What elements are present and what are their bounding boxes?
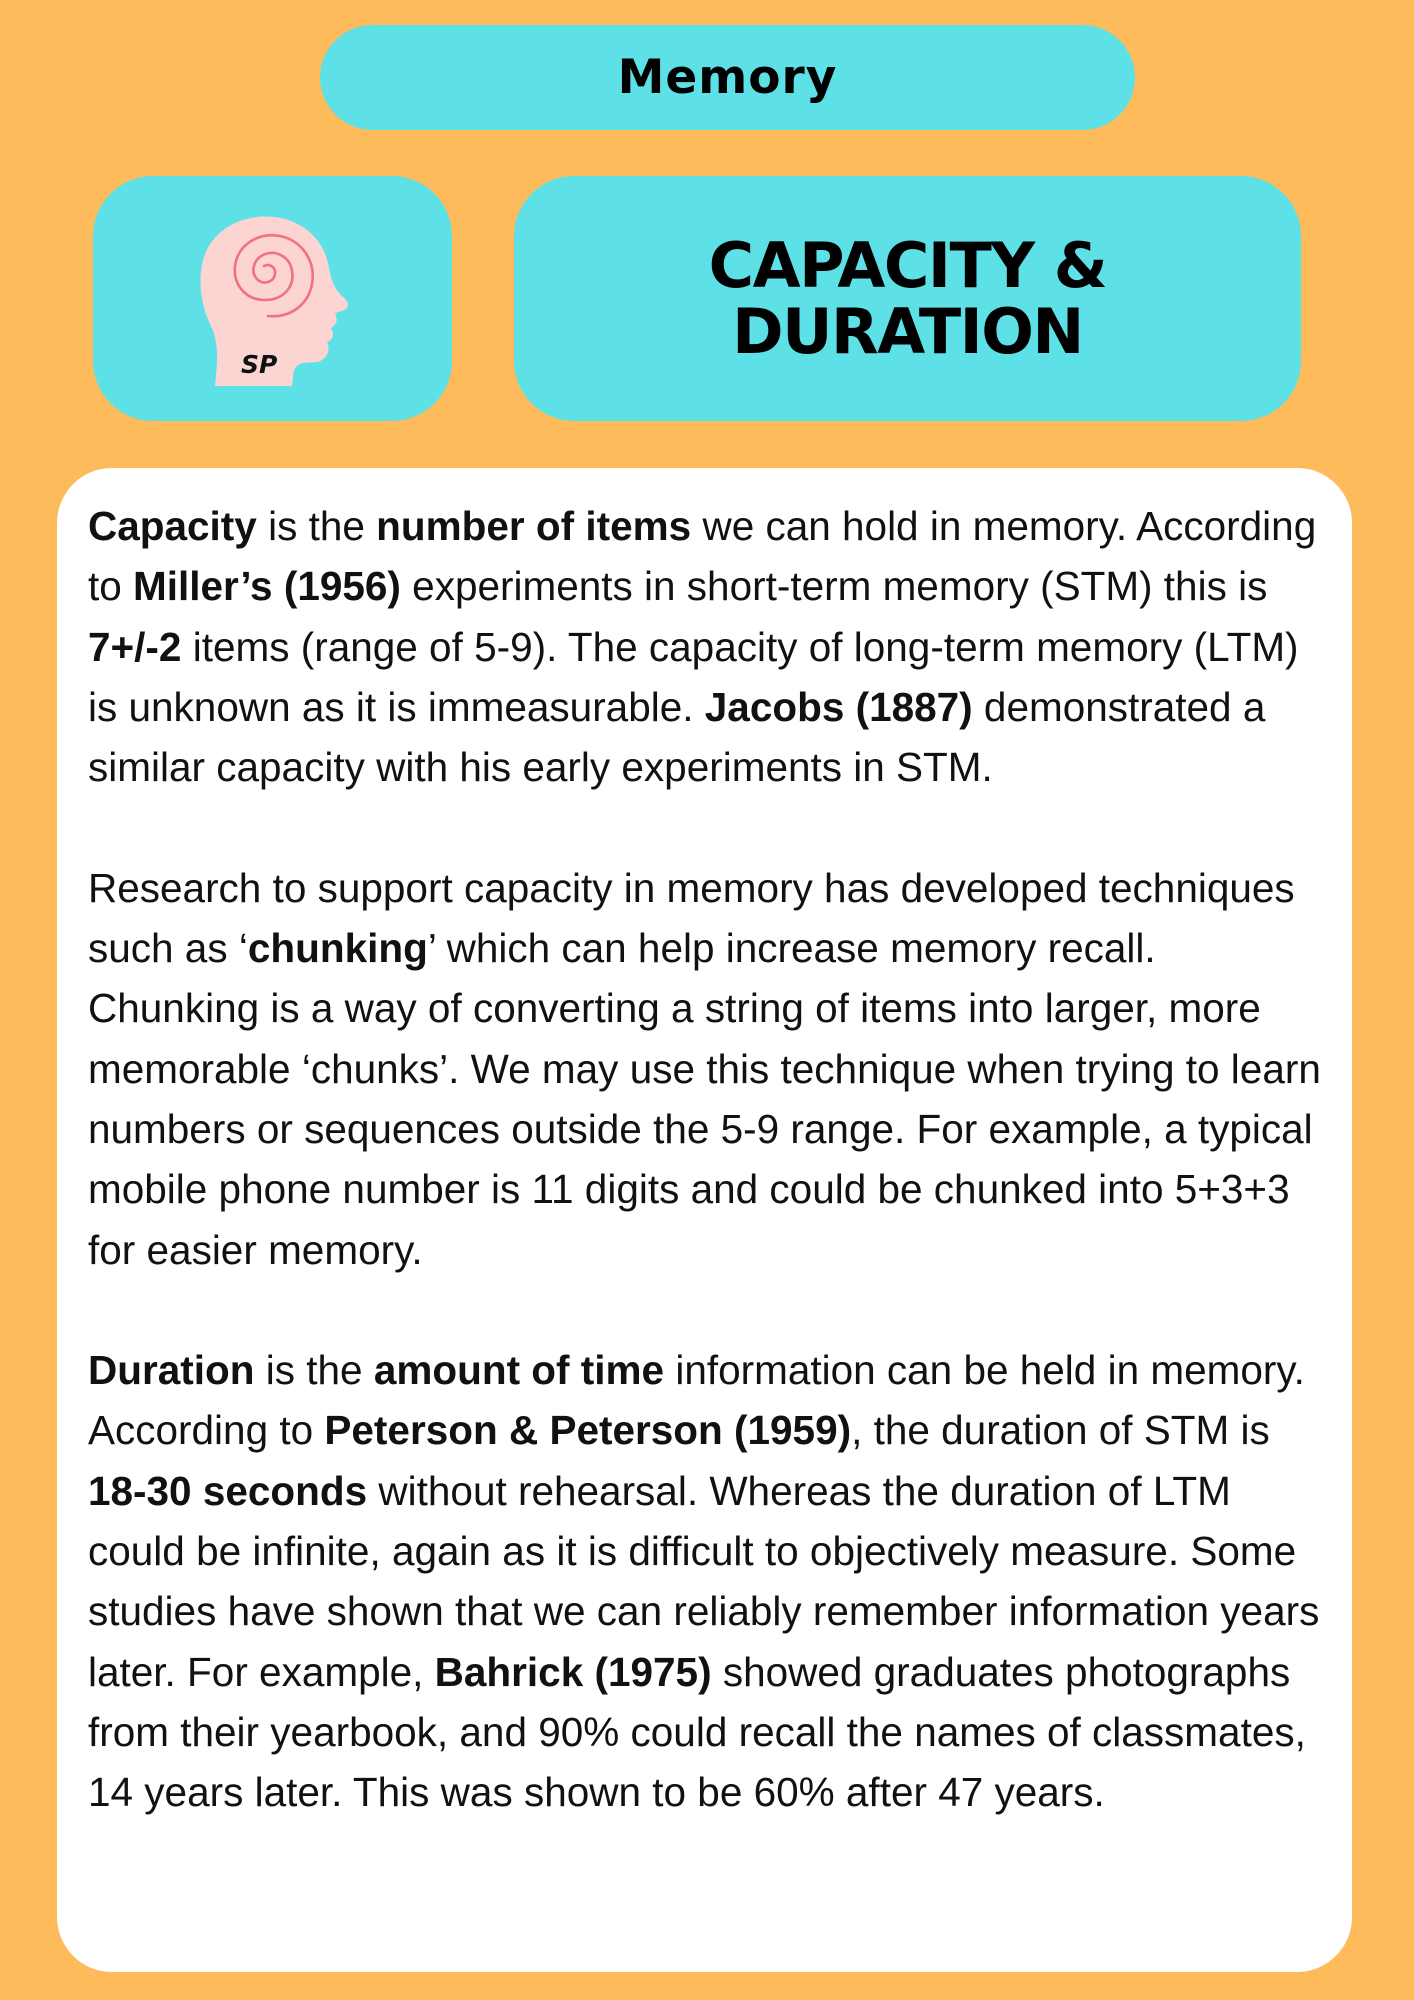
text-run: is the (256, 503, 377, 549)
ref-jacobs: Jacobs (1887) (704, 683, 973, 730)
term-duration: Duration (88, 1347, 255, 1394)
ref-bahrick: Bahrick (1975) (434, 1648, 712, 1695)
text-run: without rehearsal. Whereas the duration of LTM could be infinite, again as it is difficult to objectively measure. Some studies have shown that we can reliably remember information years later. For example, (88, 1467, 1320, 1695)
value-7-plus-minus-2: 7+/-2 (88, 623, 182, 670)
text-run: is the (254, 1347, 374, 1394)
content-text (88, 496, 1328, 1823)
text-run: items (range of 5-9). The capacity of long-term memory (LTM) is unknown as it is immeasurable. (88, 623, 1299, 730)
title-box (514, 176, 1301, 421)
chunking-paragraph (88, 858, 1328, 1280)
value-18-30-seconds: 18-30 seconds (88, 1467, 368, 1514)
text-run: , the duration of STM is (851, 1407, 1270, 1454)
head-spiral-icon (93, 176, 452, 421)
title-line-2: DURATION (732, 294, 1083, 368)
term-amount-of-time: amount of time (373, 1347, 665, 1394)
logo-box (93, 176, 452, 421)
term-chunking: chunking (247, 925, 428, 972)
text-run: Research to support capacity in memory has developed techniques such as ‘ (88, 864, 1295, 972)
duration-paragraph (88, 1340, 1328, 1822)
term-number-of-items: number of items (376, 503, 692, 549)
text-run: showed graduates photographs from their yearbook, and 90% could recall the names of classmates, 14 years later. This was shown to be 60% after 47 years. (88, 1648, 1306, 1816)
text-run: we can hold in memory. According to (88, 503, 1317, 610)
text-run: ’ which can help increase memory recall. Chunking is a way of converting a string of items into larger, more memorable ‘chunks’. We may use this technique when trying to learn numbers or sequences outside the 5-9 range. For example, a typical mobile phone number is 11 digits and could be chunked into 5+3+3 for easier memory. (88, 925, 1321, 1273)
capacity-paragraph (88, 496, 1328, 797)
term-capacity: Capacity (88, 503, 257, 549)
ref-peterson: Peterson & Peterson (1959) (324, 1407, 852, 1454)
text-run: demonstrated a similar capacity with his early experiments in STM. (88, 683, 1266, 791)
text-run: information can be held in memory. According to (88, 1347, 1305, 1454)
ref-miller: Miller’s (1956) (133, 563, 401, 610)
header-pill (320, 25, 1135, 130)
page-title (708, 228, 1107, 368)
text-run: experiments in short-term memory (STM) this is (400, 563, 1268, 610)
logo-monogram: SP (241, 350, 278, 379)
header-label: Memory (617, 50, 838, 105)
title-line-1: CAPACITY & (708, 228, 1107, 302)
